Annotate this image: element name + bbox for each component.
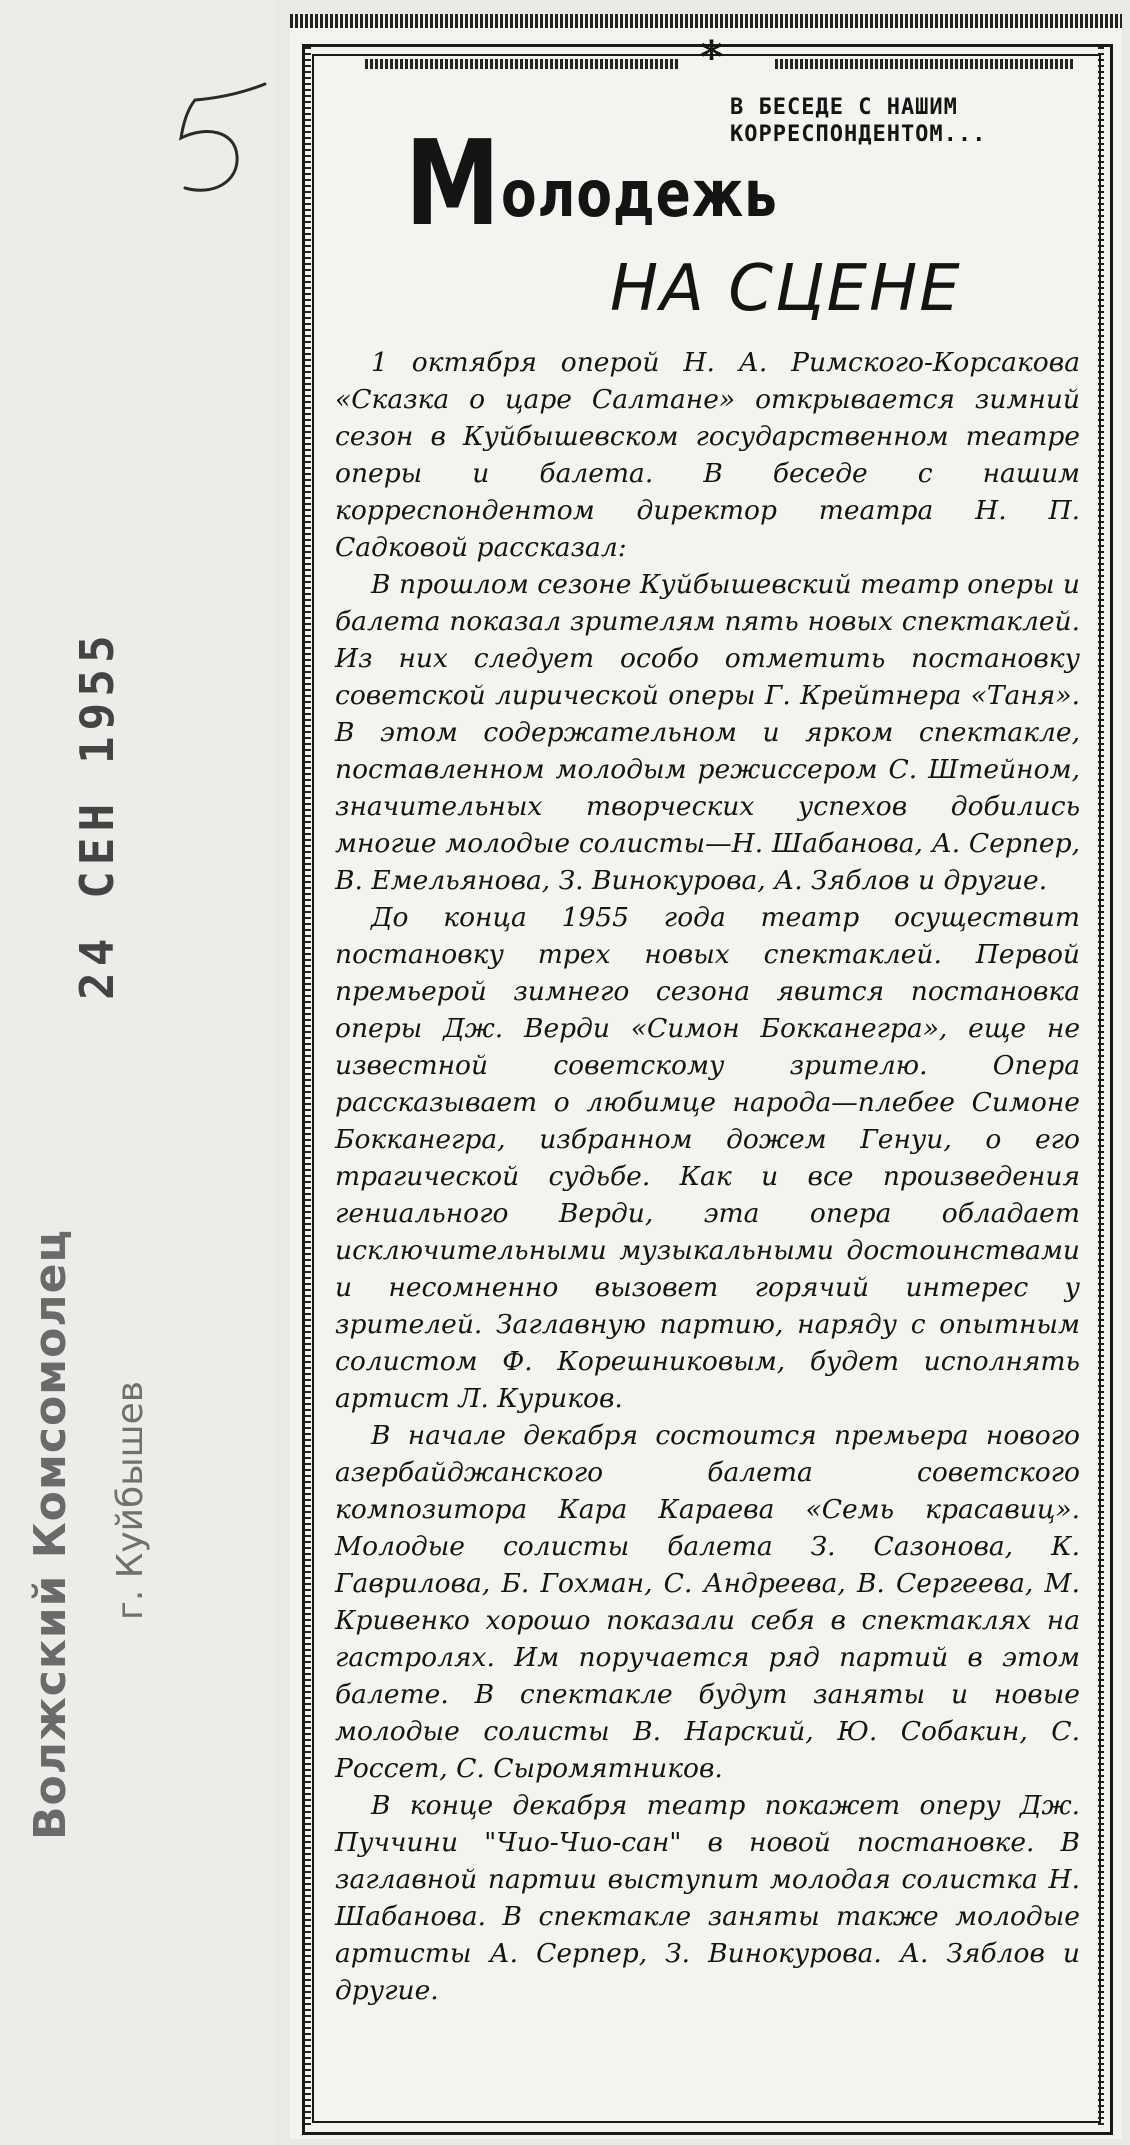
- frame-hatch-left: [305, 47, 311, 2125]
- paragraph: В прошлом сезоне Куйбышевский театр оперы и балета показал зрителям пять новых спектаклей. Из них следует особо отметить постановку советской лирической оперы Г. Крейтнера «Таня». В этом содержательном и ярком спектакле, поставленном молодым режиссером С. Штейном, значительных творческих успехов добились многие молодые солисты—Н. Шабанова, А. Серпер, В. Емельянова, З. Винокурова, А. Зяблов и другие.: [335, 569, 1080, 896]
- headline: [405, 114, 778, 252]
- paragraph: 1 октября оперой Н. А. Римского-Корсакова «Сказка о царе Салтане» открывается зимний сезон в Куйбышевском государственном театре оперы и балета. В беседе с нашим корреспондентом директор театра Н. П. Садковой рассказал:: [335, 347, 1080, 563]
- subheadline: НА СЦЕНЕ: [610, 252, 962, 326]
- asterisk-ornament: *: [700, 32, 724, 83]
- city-stamp: г. Куйбышев: [110, 1381, 151, 1620]
- paragraph: В начале декабря состоится премьера нового азербайджанского балета советского композитора Кара Караева «Семь красавиц». Молодые солисты балета З. Сазонова, К. Гаврилова, Б. Гохман, С. Андреева, В. Сергеева, М. Кривенко хорошо показали себя в спектаклях на гастролях. Им поручается ряд партий в этом балете. В спектакле будут заняты и новые молодые солисты В. Нарский, Ю. Собакин, С. Россет, С. Сыромятников.: [335, 1420, 1080, 1784]
- paragraph: В конце декабря театр покажет оперу Дж. Пуччини "Чио-Чио-сан" в новой постановке. В заглавной партии выступит молодая солистка Н. Шабанова. В спектакле заняты также молодые артисты А. Серпер, З. Винокурова. А. Зяблов и другие.: [335, 1790, 1080, 2006]
- article-body: [335, 344, 1080, 2009]
- headline-rest: олодежь: [501, 158, 778, 232]
- headline-initial: М: [405, 114, 502, 252]
- paragraph: До конца 1955 года театр осуществит постановку трех новых спектаклей. Первой премьерой зимнего сезона явится постановка оперы Дж. Верди «Симон Бокканегра», еще не известной советскому зрителю. Опера рассказывает о любимце народа—плебее Симоне Бокканегра, избранном дожем Генуи, о его трагической судьбе. Как и все произведения гениального Верди, эта опера обладает исключительными музыкальными достоинствами и несомненно вызовет горячий интерес у зрителей. Заглавную партию, наряду с опытным солистом Ф. Корешниковым, будет исполнять артист Л. Куриков.: [335, 902, 1080, 1414]
- newspaper-clipping: [290, 14, 1122, 2139]
- date-stamp: 24 СЕН 1955: [70, 629, 124, 1000]
- newspaper-stamp: Волжский Комсомолец: [25, 1228, 76, 1840]
- ornament-line-left: [365, 59, 680, 69]
- top-rule: [290, 14, 1122, 28]
- handwritten-number-5: [165, 70, 285, 210]
- kicker-text: В БЕСЕДЕ С НАШИМ КОРРЕСПОНДЕНТОМ...: [730, 95, 987, 147]
- ornament-line-right: [775, 59, 1075, 69]
- archive-margin: [0, 0, 275, 2145]
